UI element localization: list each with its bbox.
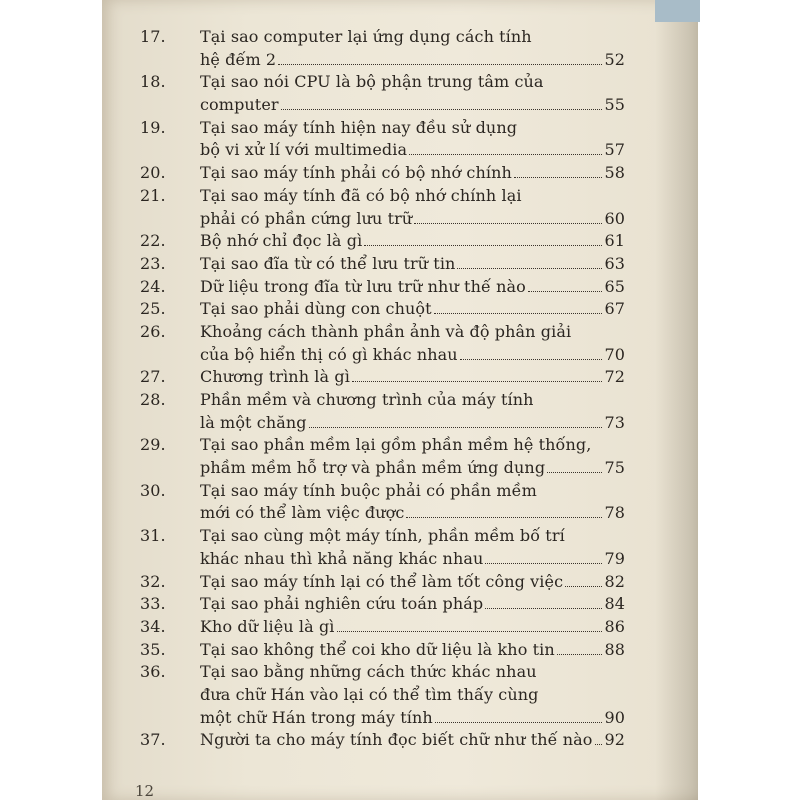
toc-line [140, 49, 625, 72]
toc-line [140, 253, 625, 276]
toc-entry [140, 71, 625, 116]
toc-line [140, 593, 625, 616]
toc-entry [140, 434, 625, 479]
toc-entry-page: 70 [604, 344, 625, 364]
toc-entry [140, 639, 625, 662]
toc-entry-number: 27. [140, 367, 166, 387]
toc-entry-number: 36. [140, 662, 166, 682]
toc-entry-page: 57 [604, 140, 625, 160]
toc-line [140, 117, 625, 140]
toc-entry-number: 19. [140, 117, 166, 137]
toc-entry-title-line: Tại sao máy tính đã có bộ nhớ chính lại [200, 185, 522, 205]
toc-entry-text [200, 344, 625, 367]
toc-entry-text [200, 94, 625, 117]
toc-entry [140, 185, 625, 230]
toc-entry-page: 86 [604, 616, 625, 636]
toc-entry-text [200, 434, 625, 457]
toc-line [140, 661, 625, 684]
toc-entry-title-line: hệ đếm 2 [200, 49, 277, 69]
toc-entry-title-line: Kho dữ liệu là gì [200, 616, 335, 636]
toc-entry-page: 58 [604, 163, 625, 183]
toc-entry [140, 26, 625, 71]
toc-entry [140, 571, 625, 594]
toc-entry-text [200, 117, 625, 140]
toc-entry-text [200, 71, 625, 94]
toc-entry-title-line: Tại sao phải nghiên cứu toán pháp [200, 594, 484, 614]
toc-entry-title-line: Tại sao máy tính hiện nay đều sử dụng [200, 117, 518, 137]
dot-leader [547, 460, 602, 473]
dot-leader [406, 505, 602, 518]
toc-entry-title-line: Tại sao máy tính lại có thể làm tốt công việc [200, 571, 564, 591]
toc-entry-number: 35. [140, 639, 166, 659]
toc-entry-title-line: một chữ Hán trong máy tính [200, 707, 433, 727]
toc-entry-title-line: Người ta cho máy tính đọc biết chữ như thế nào [200, 730, 593, 750]
toc-entry-title-line: Bộ nhớ chỉ đọc là gì [200, 231, 363, 251]
dot-leader [595, 732, 603, 745]
toc-entry-number: 24. [140, 276, 166, 296]
dot-leader [485, 551, 602, 564]
toc-line [140, 571, 625, 594]
toc-entry-text [200, 208, 625, 231]
toc-entry [140, 253, 625, 276]
toc-entry-title-line: đưa chữ Hán vào lại có thể tìm thấy cùng [200, 684, 539, 704]
toc-entry-text [200, 684, 625, 707]
toc-entry-title-line: mới có thể làm việc được [200, 503, 405, 523]
toc-entry-text [200, 162, 625, 185]
toc-entry-number: 26. [140, 321, 166, 341]
toc-line [140, 729, 625, 752]
toc-entry-title-line: Tại sao không thể coi kho dữ liệu là kho tin [200, 639, 555, 659]
dot-leader [565, 574, 602, 587]
dot-leader [281, 97, 603, 110]
toc-entry-title-line: Phần mềm và chương trình của máy tính [200, 390, 534, 409]
toc-entry [140, 729, 625, 752]
dot-leader [460, 347, 603, 360]
toc-entry-title-line: phải có phần cứng lưu trữ [200, 208, 413, 228]
dot-leader [409, 142, 602, 155]
toc-entry-title-line: khác nhau thì khả năng khác nhau [200, 548, 484, 568]
toc-line [140, 208, 625, 231]
toc-line [140, 684, 625, 707]
toc-entry [140, 593, 625, 616]
toc-entry-page: 82 [604, 571, 625, 591]
dot-leader [352, 369, 603, 382]
toc-entry-title-line: Tại sao phần mềm lại gồm phần mềm hệ thống, [200, 435, 592, 455]
toc-entry-title-line: của bộ hiển thị có gì khác nhau [200, 344, 458, 364]
toc-line [140, 389, 625, 412]
background-corner [655, 0, 700, 22]
dot-leader [528, 279, 603, 292]
toc-entry-page: 67 [604, 299, 625, 319]
toc-line [140, 639, 625, 662]
toc-entry-title-line: Tại sao máy tính phải có bộ nhớ chính [200, 163, 512, 183]
toc-entry-number: 30. [140, 480, 166, 500]
toc-entry-title-line: phầm mềm hỗ trợ và phần mềm ứng dụng [200, 458, 546, 478]
toc-line [140, 707, 625, 730]
toc-entry-title-line: Tại sao đĩa từ có thể lưu trữ tin [200, 253, 456, 273]
dot-leader [457, 256, 602, 269]
toc-entry-page: 88 [604, 639, 625, 659]
toc-entry-number: 18. [140, 72, 166, 92]
toc-entry-text [200, 26, 625, 49]
dot-leader [278, 52, 602, 65]
toc-entry-number: 32. [140, 571, 166, 591]
toc-line [140, 162, 625, 185]
toc-line [140, 71, 625, 94]
toc-entry-title-line: bộ vi xử lí với multimedia [200, 140, 408, 160]
toc-line [140, 26, 625, 49]
toc-entry-number: 37. [140, 730, 166, 750]
page-number: 12 [135, 782, 155, 800]
toc-entry-page: 60 [604, 208, 625, 228]
toc-line [140, 185, 625, 208]
toc-entry [140, 480, 625, 525]
page-edge-shadow [655, 0, 698, 800]
toc-entry-number: 31. [140, 526, 166, 546]
toc-entry-title-line: Khoảng cách thành phần ảnh và độ phân giải [200, 321, 572, 341]
toc-entry-text [200, 230, 625, 253]
toc-entry-title-line: Tại sao bằng những cách thức khác nhau [200, 662, 537, 682]
toc-entry-text [200, 457, 625, 480]
toc-line [140, 298, 625, 321]
toc-entry-text [200, 49, 625, 72]
toc-entry-title-line: Tại sao phải dùng con chuột [200, 299, 432, 319]
toc-entry [140, 661, 625, 729]
toc-entry-page: 75 [604, 458, 625, 478]
toc-entry-title-line: Tại sao máy tính buộc phải có phần mềm [200, 480, 537, 500]
toc-entry-page: 79 [604, 548, 625, 568]
toc-entry-page: 90 [604, 707, 625, 727]
toc-entry-text [200, 571, 625, 594]
toc-entry [140, 525, 625, 570]
toc-entry-text [200, 729, 625, 752]
toc-entry-text [200, 253, 625, 276]
toc-line [140, 434, 625, 457]
toc-entry-title-line: Chương trình là gì [200, 367, 350, 387]
dot-leader [364, 233, 602, 246]
toc-line [140, 366, 625, 389]
toc-entry [140, 117, 625, 162]
toc-entry-page: 55 [604, 95, 625, 115]
toc-entry-number: 25. [140, 299, 166, 319]
table-of-contents [140, 26, 625, 752]
toc-entry [140, 276, 625, 299]
toc-entry-text [200, 661, 625, 684]
toc-entry-text [200, 639, 625, 662]
toc-entry-number: 20. [140, 163, 166, 183]
toc-line [140, 502, 625, 525]
dot-leader [435, 710, 603, 723]
toc-entry-text [200, 366, 625, 389]
toc-entry-page: 92 [604, 730, 625, 750]
toc-entry-number: 28. [140, 390, 166, 409]
toc-entry-text [200, 593, 625, 616]
toc-line [140, 480, 625, 503]
toc-entry-number: 22. [140, 231, 166, 251]
toc-entry [140, 230, 625, 253]
toc-line [140, 139, 625, 162]
toc-entry [140, 298, 625, 321]
dot-leader [485, 596, 602, 609]
toc-entry-text [200, 276, 625, 299]
toc-entry-text [200, 548, 625, 571]
toc-entry-page: 84 [604, 594, 625, 614]
toc-entry-page: 73 [604, 412, 625, 432]
toc-entry-page: 63 [604, 253, 625, 273]
toc-entry-text [200, 707, 625, 730]
toc-entry-page: 65 [604, 276, 625, 296]
toc-line [140, 230, 625, 253]
toc-entry-page: 52 [604, 49, 625, 69]
toc-entry-page: 72 [604, 367, 625, 387]
toc-line [140, 94, 625, 117]
toc-entry-text [200, 185, 625, 208]
dot-leader [337, 619, 603, 632]
toc-entry-number: 23. [140, 253, 166, 273]
toc-line [140, 276, 625, 299]
toc-entry-text [200, 480, 625, 503]
dot-leader [514, 165, 603, 178]
toc-entry [140, 616, 625, 639]
toc-entry-text [200, 412, 625, 435]
toc-line [140, 548, 625, 571]
toc-entry-number: 21. [140, 185, 166, 205]
toc-entry-text [200, 321, 625, 344]
toc-entry-page: 78 [604, 503, 625, 523]
toc-entry [140, 162, 625, 185]
toc-entry-text [200, 616, 625, 639]
dot-leader [557, 642, 603, 655]
toc-entry-title-line: Tại sao cùng một máy tính, phần mềm bố trí [200, 526, 565, 546]
toc-entry-text [200, 525, 625, 548]
toc-entry-title-line: là một chăng [200, 412, 307, 432]
toc-entry-title-line: Tại sao computer lại ứng dụng cách tính [200, 27, 532, 46]
toc-entry [140, 321, 625, 366]
toc-line [140, 525, 625, 548]
toc-entry-number: 34. [140, 616, 166, 636]
toc-line [140, 412, 625, 435]
toc-entry-text [200, 502, 625, 525]
toc-entry-title-line: Tại sao nói CPU là bộ phận trung tâm của [200, 72, 544, 92]
toc-entry-text [200, 298, 625, 321]
toc-entry-number: 17. [140, 27, 166, 46]
toc-line [140, 457, 625, 480]
toc-line [140, 616, 625, 639]
toc-line [140, 344, 625, 367]
toc-entry-text [200, 139, 625, 162]
dot-leader [309, 415, 603, 428]
toc-entry-title-line: Dữ liệu trong đĩa từ lưu trữ như thế nào [200, 276, 526, 296]
toc-entry [140, 389, 625, 434]
toc-entry-number: 29. [140, 435, 166, 455]
dot-leader [434, 301, 603, 314]
toc-entry-title-line: computer [200, 95, 279, 115]
dot-leader [414, 211, 602, 224]
toc-entry [140, 366, 625, 389]
toc-entry-number: 33. [140, 594, 166, 614]
toc-entry-text [200, 389, 625, 412]
toc-line [140, 321, 625, 344]
toc-entry-page: 61 [604, 231, 625, 251]
